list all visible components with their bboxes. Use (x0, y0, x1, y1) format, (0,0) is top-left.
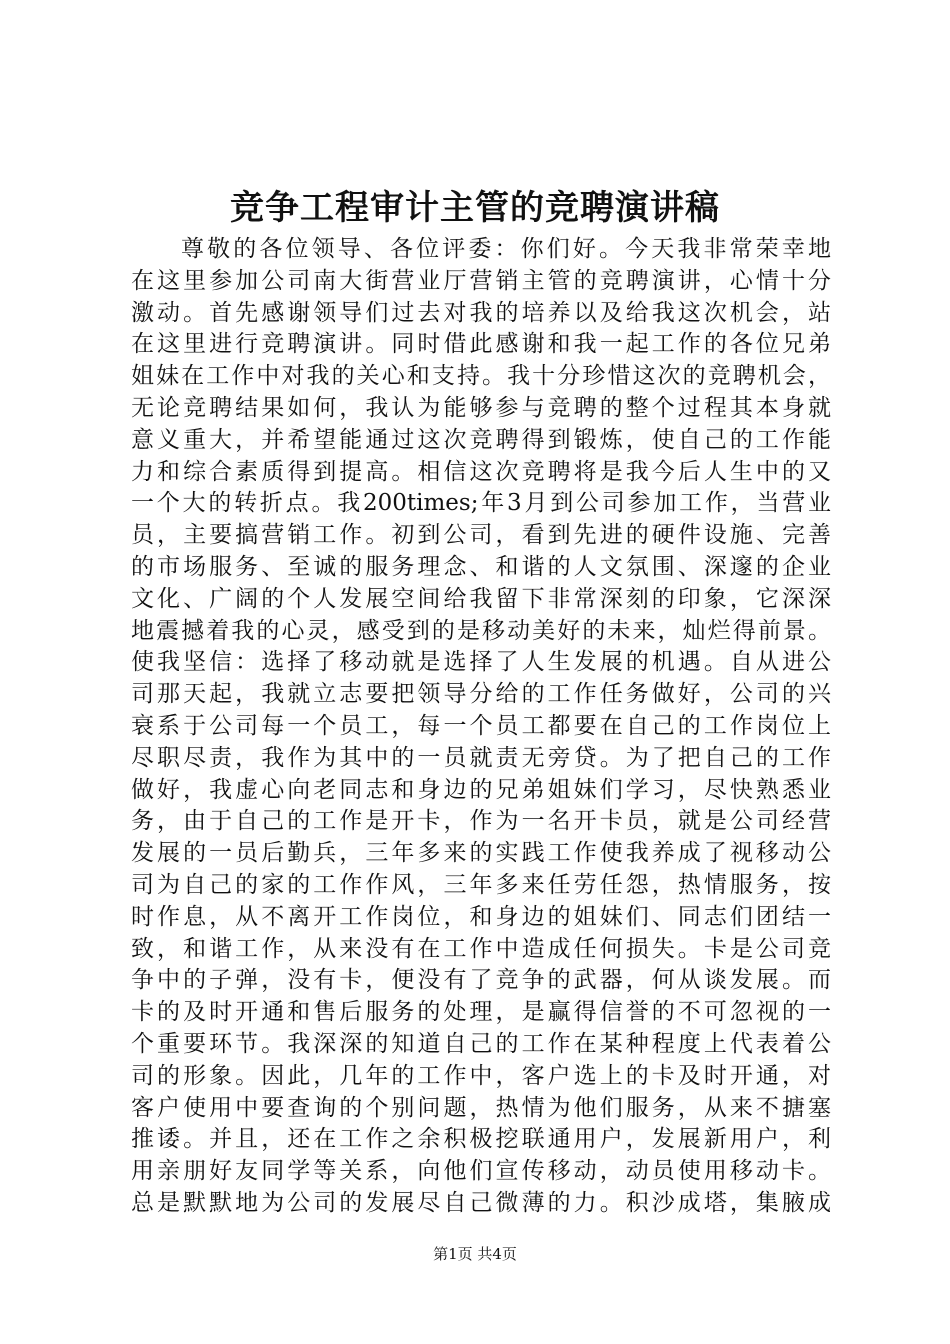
document-body (131, 234, 831, 1220)
body-line: 地震撼着我的心灵，感受到的是移动美好的未来，灿烂得前景。 (131, 617, 831, 644)
body-line: 在这里参加公司南大街营业厅营销主管的竞聘演讲，心情十分 (131, 267, 831, 294)
body-line: 个重要环节。我深深的知道自己的工作在某种程度上代表着公 (131, 1030, 831, 1057)
body-line: 致，和谐工作，从来没有在工作中造成任何损失。卡是公司竞 (131, 935, 831, 962)
body-line: 尊敬的各位领导、各位评委：你们好。今天我非常荣幸地 (181, 236, 831, 262)
body-line: 务，由于自己的工作是开卡，作为一名开卡员，就是公司经营 (131, 808, 831, 835)
body-line: 一个大的转折点。我200times;年3月到公司参加工作，当营业 (131, 490, 831, 517)
body-line: 尽职尽责，我作为其中的一员就责无旁贷。为了把自己的工作 (131, 744, 831, 771)
page-footer: 第1页 共4页 (433, 1245, 517, 1263)
body-line: 无论竞聘结果如何，我认为能够参与竞聘的整个过程其本身就 (131, 394, 831, 421)
body-line: 司的形象。因此，几年的工作中，客户选上的卡及时开通，对 (131, 1062, 831, 1089)
body-line: 客户使用中要查询的个别问题，热情为他们服务，从来不搪塞 (131, 1094, 831, 1121)
body-line: 文化、广阔的个人发展空间给我留下非常深刻的印象，它深深 (131, 585, 831, 612)
body-line: 使我坚信：选择了移动就是选择了人生发展的机遇。自从进公 (131, 649, 831, 676)
document-title: 竞争工程审计主管的竞聘演讲稿 (230, 188, 720, 228)
body-line: 意义重大，并希望能通过这次竞聘得到锻炼，使自己的工作能 (131, 426, 831, 453)
body-line: 做好，我虚心向老同志和身边的兄弟姐妹们学习，尽快熟悉业 (131, 776, 831, 803)
body-line: 卡的及时开通和售后服务的处理，是赢得信誉的不可忽视的一 (131, 999, 831, 1026)
body-line: 衰系于公司每一个员工，每一个员工都要在自己的工作岗位上 (131, 712, 831, 739)
body-line: 发展的一员后勤兵，三年多来的实践工作使我养成了视移动公 (131, 840, 831, 867)
body-line: 争中的子弹，没有卡，便没有了竞争的武器，何从谈发展。而 (131, 967, 831, 994)
body-line: 力和综合素质得到提高。相信这次竞聘将是我今后人生中的又 (131, 458, 831, 485)
body-line: 的市场服务、至诚的服务理念、和谐的人文氛围、深邃的企业 (131, 553, 831, 580)
body-line: 推诿。并且，还在工作之余积极挖联通用户，发展新用户，利 (131, 1126, 831, 1153)
body-line: 员，主要搞营销工作。初到公司，看到先进的硬件设施、完善 (131, 522, 831, 549)
body-line: 用亲朋好友同学等关系，向他们宣传移动，动员使用移动卡。 (131, 1158, 831, 1185)
body-line: 司为自己的家的工作作风，三年多来任劳任怨，热情服务，按 (131, 871, 831, 898)
body-line: 总是默默地为公司的发展尽自己微薄的力。积沙成塔，集腋成 (131, 1189, 831, 1216)
body-line: 司那天起，我就立志要把领导分给的工作任务做好，公司的兴 (131, 681, 831, 708)
body-line: 在这里进行竞聘演讲。同时借此感谢和我一起工作的各位兄弟 (131, 331, 831, 358)
body-line: 时作息，从不离开工作岗位，和身边的姐妹们、同志们团结一 (131, 903, 831, 930)
body-line: 激动。首先感谢领导们过去对我的培养以及给我这次机会，站 (131, 299, 831, 326)
body-line: 姐妹在工作中对我的关心和支持。我十分珍惜这次的竞聘机会， (131, 363, 831, 390)
